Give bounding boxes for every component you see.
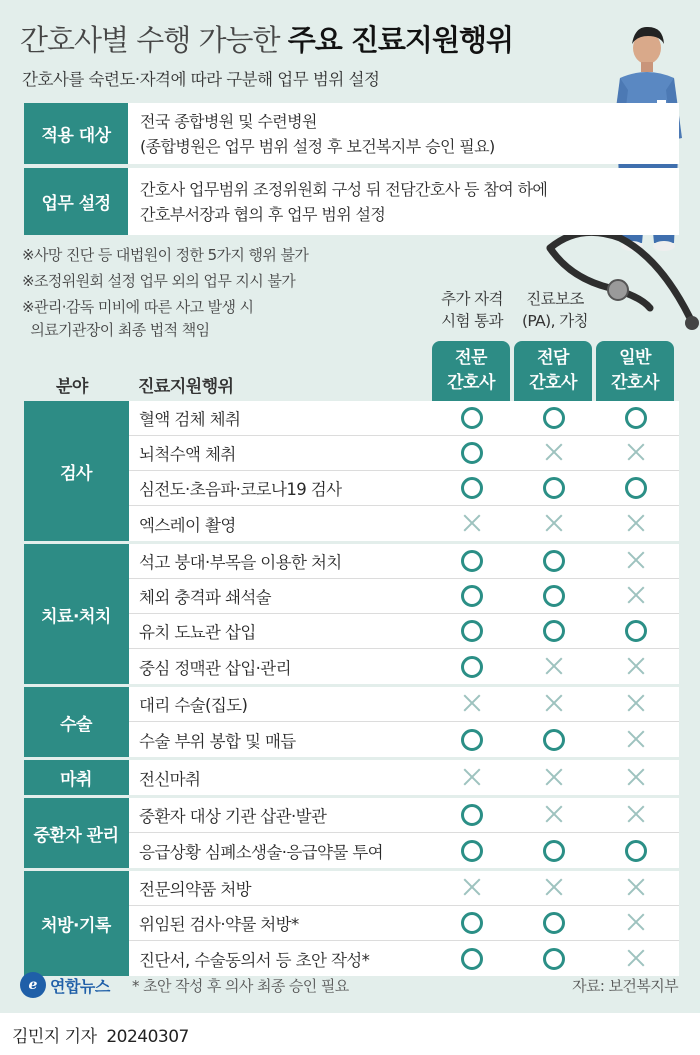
- mark-cell: [431, 798, 513, 832]
- mark-cell: [513, 436, 595, 470]
- mark-cell: [513, 833, 595, 868]
- column-header-line: 간호사: [611, 373, 659, 393]
- not-allowed-cross-icon: [627, 731, 645, 749]
- table-group: [24, 760, 679, 798]
- activity-name: 진단서, 수술동의서 등 초안 작성*: [139, 950, 370, 970]
- group-label: 수술: [24, 687, 128, 757]
- group-label: 마취: [24, 760, 128, 795]
- table-row: [129, 506, 679, 541]
- not-allowed-cross-icon: [463, 769, 481, 787]
- mark-cell: [431, 471, 513, 505]
- support-activity-table: [24, 401, 679, 976]
- column-header-dedicated-nurse: [514, 341, 592, 401]
- table-row: [129, 798, 679, 833]
- info-label: 업무 설정: [24, 168, 128, 235]
- note-line: ※관리·감독 미비에 따른 사고 발생 시: [22, 298, 254, 316]
- info-row-setting: [24, 168, 679, 235]
- mark-cell: [431, 506, 513, 541]
- not-allowed-cross-icon: [627, 950, 645, 968]
- mark-cell: [431, 687, 513, 721]
- mark-cell: [431, 649, 513, 684]
- info-label: 적용 대상: [24, 103, 128, 164]
- mark-cell: [595, 579, 677, 613]
- table-row: [129, 544, 679, 579]
- column-header-specialist-nurse: [432, 341, 510, 401]
- not-allowed-cross-icon: [463, 695, 481, 713]
- table-group: [24, 401, 679, 544]
- footnote: * 초안 작성 후 의사 최종 승인 필요: [132, 977, 349, 995]
- mark-cell: [513, 687, 595, 721]
- info-text: [128, 168, 559, 235]
- activity-name: 엑스레이 촬영: [139, 515, 236, 535]
- allowed-circle-icon: [543, 585, 565, 607]
- mark-cell: [513, 798, 595, 832]
- allowed-circle-icon: [625, 620, 647, 642]
- mark-cell: [431, 906, 513, 940]
- group-label: 중환자 관리: [24, 798, 128, 868]
- mark-cell: [595, 833, 677, 868]
- page-subtitle: 간호사를 숙련도·자격에 따라 구분해 업무 범위 설정: [22, 70, 380, 89]
- table-header-action: 진료지원행위: [138, 377, 234, 397]
- not-allowed-cross-icon: [627, 879, 645, 897]
- not-allowed-cross-icon: [545, 806, 563, 824]
- table-row: [129, 471, 679, 506]
- table-row: [129, 401, 679, 436]
- group-rows: [128, 798, 679, 868]
- activity-name: 중환자 대상 기관 삽관·발관: [139, 807, 327, 826]
- source-credit: 자료: 보건복지부: [572, 977, 678, 995]
- note-line: 의료기관장이 최종 법적 책임: [22, 321, 210, 339]
- mark-cell: [513, 614, 595, 648]
- mark-cell: [595, 471, 677, 505]
- mark-cell: [595, 798, 677, 832]
- mark-cell: [513, 722, 595, 757]
- mark-cell: [431, 544, 513, 578]
- column-note-line: (PA), 가칭: [521, 312, 589, 330]
- mark-cell: [595, 941, 677, 976]
- note-item: [22, 244, 308, 267]
- group-rows: [128, 544, 679, 684]
- notes-list: [22, 244, 308, 342]
- activity-name: 유치 도뇨관 삽입: [139, 623, 256, 642]
- mark-cell: [431, 871, 513, 905]
- column-header-line: 전문: [455, 348, 487, 368]
- mark-cell: [513, 579, 595, 613]
- activity-name: 체외 충격파 쇄석술: [139, 588, 272, 607]
- table-header-field: 분야: [56, 377, 88, 397]
- mark-cell: [595, 906, 677, 940]
- not-allowed-cross-icon: [627, 914, 645, 932]
- activity-name: 중심 정맥관 삽입·관리: [139, 658, 291, 678]
- allowed-circle-icon: [461, 656, 483, 678]
- allowed-circle-icon: [461, 550, 483, 572]
- mark-cell: [431, 401, 513, 435]
- yonhap-logo-icon: e: [20, 972, 46, 998]
- allowed-circle-icon: [461, 585, 483, 607]
- mark-cell: [513, 649, 595, 684]
- allowed-circle-icon: [461, 948, 483, 970]
- mark-cell: [513, 941, 595, 976]
- table-group: [24, 687, 679, 760]
- mark-cell: [595, 649, 677, 684]
- activity-name: 전문의약품 처방: [139, 880, 252, 899]
- group-rows: [128, 760, 679, 795]
- table-row: [129, 941, 679, 976]
- mark-cell: [513, 871, 595, 905]
- group-label: 검사: [24, 401, 128, 541]
- note-item: [22, 296, 308, 342]
- not-allowed-cross-icon: [627, 695, 645, 713]
- mark-cell: [595, 871, 677, 905]
- allowed-circle-icon: [543, 550, 565, 572]
- allowed-circle-icon: [543, 948, 565, 970]
- mark-cell: [431, 614, 513, 648]
- mark-cell: [595, 401, 677, 435]
- not-allowed-cross-icon: [545, 695, 563, 713]
- info-line: (종합병원은 업무 범위 설정 후 보건복지부 승인 필요): [140, 136, 495, 156]
- allowed-circle-icon: [461, 477, 483, 499]
- info-row-scope: [24, 103, 679, 164]
- not-allowed-cross-icon: [627, 806, 645, 824]
- column-header-general-nurse: [596, 341, 674, 401]
- column-note-specialist: [433, 288, 511, 332]
- allowed-circle-icon: [543, 407, 565, 429]
- allowed-circle-icon: [543, 729, 565, 751]
- info-line: 간호부서장과 협의 후 업무 범위 설정: [140, 204, 386, 224]
- note-item: [22, 270, 308, 293]
- not-allowed-cross-icon: [627, 444, 645, 462]
- table-row: [129, 436, 679, 471]
- yonhap-logo: [20, 972, 110, 998]
- allowed-circle-icon: [461, 840, 483, 862]
- allowed-circle-icon: [543, 620, 565, 642]
- column-header-line: 전담: [537, 348, 569, 368]
- logo-text: 연합뉴스: [50, 976, 110, 996]
- mark-cell: [595, 436, 677, 470]
- activity-name: 대리 수술(집도): [139, 696, 248, 715]
- column-note-line: 추가 자격: [441, 290, 503, 308]
- allowed-circle-icon: [543, 912, 565, 934]
- mark-cell: [431, 579, 513, 613]
- allowed-circle-icon: [461, 442, 483, 464]
- mark-cell: [595, 687, 677, 721]
- mark-cell: [431, 833, 513, 868]
- table-row: [129, 614, 679, 649]
- title-light: 간호사별 수행 가능한: [20, 23, 288, 57]
- column-header-line: 간호사: [529, 373, 577, 393]
- group-rows: [128, 687, 679, 757]
- mark-cell: [431, 941, 513, 976]
- activity-name: 수술 부위 봉합 및 매듭: [139, 731, 296, 751]
- activity-name: 심전도·초음파·코로나19 검사: [139, 480, 342, 499]
- not-allowed-cross-icon: [545, 515, 563, 533]
- table-row: [129, 871, 679, 906]
- not-allowed-cross-icon: [627, 552, 645, 570]
- allowed-circle-icon: [461, 804, 483, 826]
- column-header-line: 일반: [619, 348, 651, 368]
- note-line: ※사망 진단 등 대법원이 정한 5가지 행위 불가: [22, 246, 309, 264]
- not-allowed-cross-icon: [627, 515, 645, 533]
- column-header-line: 간호사: [447, 373, 495, 393]
- not-allowed-cross-icon: [545, 879, 563, 897]
- column-note-dedicated: [514, 288, 596, 332]
- column-note-line: 시험 통과: [441, 312, 503, 330]
- allowed-circle-icon: [461, 407, 483, 429]
- table-row: [129, 722, 679, 757]
- group-label: 치료·처치: [24, 544, 128, 684]
- activity-name: 위임된 검사·약물 처방*: [139, 915, 299, 934]
- mark-cell: [595, 614, 677, 648]
- mark-cell: [513, 760, 595, 795]
- not-allowed-cross-icon: [463, 515, 481, 533]
- note-line: ※조정위원회 설정 업무 외의 업무 지시 불가: [22, 272, 296, 290]
- mark-cell: [595, 760, 677, 795]
- table-row: [129, 833, 679, 868]
- table-row: [129, 906, 679, 941]
- not-allowed-cross-icon: [545, 769, 563, 787]
- allowed-circle-icon: [461, 912, 483, 934]
- byline: 김민지 기자 20240307: [12, 1027, 189, 1047]
- allowed-circle-icon: [461, 729, 483, 751]
- not-allowed-cross-icon: [545, 444, 563, 462]
- group-rows: [128, 871, 679, 976]
- activity-name: 응급상황 심폐소생술·응급약물 투여: [139, 842, 384, 862]
- page-title: [20, 18, 513, 59]
- table-row: [129, 687, 679, 722]
- allowed-circle-icon: [625, 477, 647, 499]
- info-line: 전국 종합병원 및 수련병원: [140, 111, 317, 131]
- allowed-circle-icon: [625, 407, 647, 429]
- group-label: 처방·기록: [24, 871, 128, 976]
- table-group: [24, 798, 679, 871]
- column-note-line: 진료보조: [526, 290, 584, 308]
- mark-cell: [513, 401, 595, 435]
- table-row: [129, 579, 679, 614]
- mark-cell: [513, 471, 595, 505]
- table-row: [129, 649, 679, 684]
- info-text: [128, 103, 507, 164]
- mark-cell: [595, 722, 677, 757]
- activity-name: 뇌척수액 체취: [139, 445, 236, 464]
- not-allowed-cross-icon: [627, 769, 645, 787]
- not-allowed-cross-icon: [545, 658, 563, 676]
- mark-cell: [513, 544, 595, 578]
- mark-cell: [431, 722, 513, 757]
- table-row: [129, 760, 679, 795]
- mark-cell: [513, 906, 595, 940]
- table-group: [24, 544, 679, 687]
- title-bold: 주요 진료지원행위: [287, 23, 513, 57]
- mark-cell: [431, 436, 513, 470]
- group-rows: [128, 401, 679, 541]
- not-allowed-cross-icon: [463, 879, 481, 897]
- not-allowed-cross-icon: [627, 658, 645, 676]
- allowed-circle-icon: [543, 840, 565, 862]
- mark-cell: [595, 506, 677, 541]
- info-line: 간호사 업무범위 조정위원회 구성 뒤 전담간호사 등 참여 하에: [140, 179, 548, 199]
- activity-name: 혈액 검체 체취: [139, 410, 241, 429]
- activity-name: 전신마취: [139, 769, 201, 789]
- mark-cell: [431, 760, 513, 795]
- mark-cell: [595, 544, 677, 578]
- activity-name: 석고 붕대·부목을 이용한 처치: [139, 553, 342, 572]
- allowed-circle-icon: [543, 477, 565, 499]
- allowed-circle-icon: [625, 840, 647, 862]
- mark-cell: [513, 506, 595, 541]
- table-group: [24, 871, 679, 976]
- not-allowed-cross-icon: [627, 587, 645, 605]
- allowed-circle-icon: [461, 620, 483, 642]
